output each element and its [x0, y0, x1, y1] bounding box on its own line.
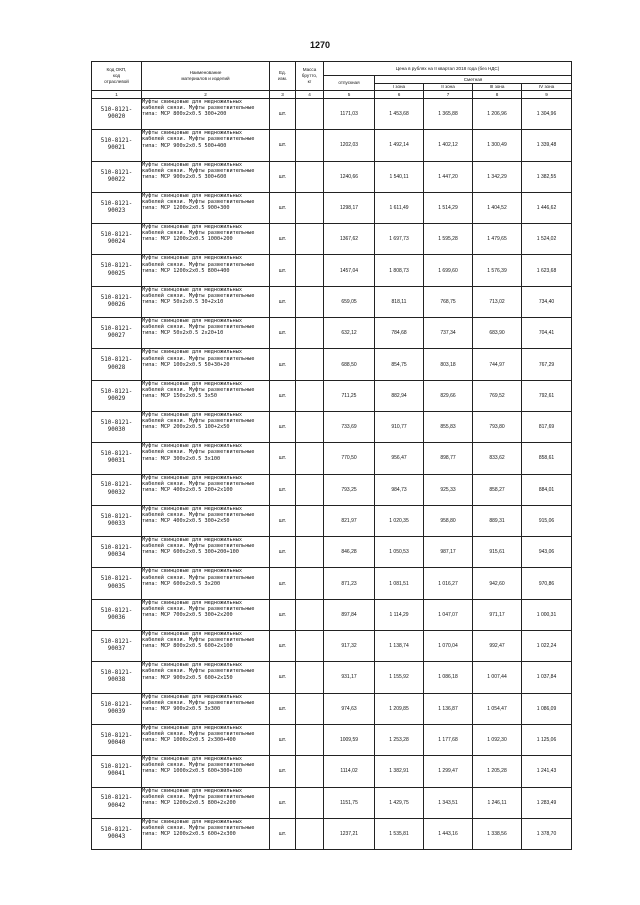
- mass-cell: [296, 505, 324, 536]
- zone-4-price-cell: 1 037,84: [522, 662, 572, 693]
- zone-4-price-cell: 792,61: [522, 380, 572, 411]
- zone-2-price-cell: 1 299,47: [424, 756, 473, 787]
- header-release-price: отпускная: [324, 76, 375, 91]
- zone-3-price-cell: 713,02: [473, 286, 522, 317]
- release-price-cell: 974,63: [324, 693, 375, 724]
- mass-cell: [296, 443, 324, 474]
- release-price-cell: 1457,04: [324, 255, 375, 286]
- zone-4-price-cell: 767,29: [522, 349, 572, 380]
- product-code: 510-8121- 90039: [92, 693, 142, 724]
- zone-3-price-cell: 1 092,30: [473, 724, 522, 755]
- header-code: Код ОКП, код отраслевой: [92, 62, 142, 91]
- product-name: Муфты свинцовые для медножильных кабелей связи. Муфты разветвительные типа: МСР 300х2х0.5 3х100: [142, 443, 270, 474]
- unit-cell: шт.: [270, 411, 296, 442]
- table-body: [92, 99, 572, 850]
- product-code: 510-8121- 90043: [92, 818, 142, 849]
- release-price-cell: 1202,03: [324, 130, 375, 161]
- mass-cell: [296, 411, 324, 442]
- zone-4-price-cell: 1 283,49: [522, 787, 572, 818]
- product-code: 510-8121- 90030: [92, 411, 142, 442]
- table-row: [92, 99, 572, 130]
- mass-cell: [296, 192, 324, 223]
- product-code: 510-8121- 90025: [92, 255, 142, 286]
- release-price-cell: 1240,66: [324, 161, 375, 192]
- header-unit: Ед. изм.: [270, 62, 296, 91]
- zone-1-price-cell: 882,94: [375, 380, 424, 411]
- zone-2-price-cell: 1 016,27: [424, 568, 473, 599]
- zone-4-price-cell: 704,41: [522, 318, 572, 349]
- release-price-cell: 931,17: [324, 662, 375, 693]
- column-number: 7: [424, 91, 473, 99]
- unit-cell: шт.: [270, 224, 296, 255]
- zone-1-price-cell: 1 611,49: [375, 192, 424, 223]
- product-code: 510-8121- 90035: [92, 568, 142, 599]
- zone-4-price-cell: 1 304,96: [522, 99, 572, 130]
- table-row: [92, 411, 572, 442]
- zone-4-price-cell: 817,69: [522, 411, 572, 442]
- mass-cell: [296, 818, 324, 849]
- mass-cell: [296, 161, 324, 192]
- page-number: 1270: [309, 40, 331, 50]
- unit-cell: шт.: [270, 161, 296, 192]
- product-code: 510-8121- 90040: [92, 724, 142, 755]
- product-name: Муфты свинцовые для медножильных кабелей связи. Муфты разветвительные типа: МСР 150х2х0.5 3х50: [142, 380, 270, 411]
- mass-cell: [296, 537, 324, 568]
- zone-3-price-cell: 889,31: [473, 505, 522, 536]
- zone-4-price-cell: 1 623,68: [522, 255, 572, 286]
- release-price-cell: 1367,62: [324, 224, 375, 255]
- zone-4-price-cell: 1 000,31: [522, 599, 572, 630]
- zone-1-price-cell: 784,68: [375, 318, 424, 349]
- product-code: 510-8121- 90034: [92, 537, 142, 568]
- header-price-group: Цена в рублях на II квартал 2018 года (без НДС): [324, 62, 572, 76]
- zone-2-price-cell: 1 595,28: [424, 224, 473, 255]
- product-name: Муфты свинцовые для медножильных кабелей связи. Муфты разветвительные типа: МСР 600х2х0.5 300+200+100: [142, 537, 270, 568]
- zone-4-price-cell: 1 022,24: [522, 631, 572, 662]
- zone-1-price-cell: 1 535,81: [375, 818, 424, 849]
- zone-3-price-cell: 833,62: [473, 443, 522, 474]
- release-price-cell: 871,23: [324, 568, 375, 599]
- zone-2-price-cell: 958,80: [424, 505, 473, 536]
- table-row: [92, 787, 572, 818]
- zone-4-price-cell: 734,40: [522, 286, 572, 317]
- zone-1-price-cell: 1 540,11: [375, 161, 424, 192]
- table-row: [92, 631, 572, 662]
- zone-1-price-cell: 1 382,91: [375, 756, 424, 787]
- column-number: 1: [92, 91, 142, 99]
- mass-cell: [296, 756, 324, 787]
- zone-3-price-cell: 1 338,56: [473, 818, 522, 849]
- zone-2-price-cell: 1 177,68: [424, 724, 473, 755]
- product-code: 510-8121- 90038: [92, 662, 142, 693]
- table-row: [92, 349, 572, 380]
- zone-3-price-cell: 858,27: [473, 474, 522, 505]
- unit-cell: шт.: [270, 724, 296, 755]
- zone-2-price-cell: 1 086,18: [424, 662, 473, 693]
- column-number: 4: [296, 91, 324, 99]
- unit-cell: шт.: [270, 505, 296, 536]
- product-code: 510-8121- 90027: [92, 318, 142, 349]
- release-price-cell: 917,32: [324, 631, 375, 662]
- zone-3-price-cell: 1 404,52: [473, 192, 522, 223]
- zone-2-price-cell: 925,33: [424, 474, 473, 505]
- product-name: Муфты свинцовые для медножильных кабелей связи. Муфты разветвительные типа: МСР 1200х2х0.5 1000+200: [142, 224, 270, 255]
- product-name: Муфты свинцовые для медножильных кабелей связи. Муфты разветвительные типа: МСР 700х2х0.5 300+2х200: [142, 599, 270, 630]
- release-price-cell: 1114,02: [324, 756, 375, 787]
- header-zone-2: II зона: [424, 84, 473, 91]
- unit-cell: шт.: [270, 286, 296, 317]
- table-row: [92, 537, 572, 568]
- table-row: [92, 662, 572, 693]
- product-name: Муфты свинцовые для медножильных кабелей связи. Муфты разветвительные типа: МСР 1200х2х0.5 800+400: [142, 255, 270, 286]
- product-name: Муфты свинцовые для медножильных кабелей связи. Муфты разветвительные типа: МСР 50х2х0.5 30+2х10: [142, 286, 270, 317]
- zone-2-price-cell: 855,83: [424, 411, 473, 442]
- zone-4-price-cell: 884,01: [522, 474, 572, 505]
- table-row: [92, 224, 572, 255]
- zone-3-price-cell: 793,80: [473, 411, 522, 442]
- release-price-cell: 821,97: [324, 505, 375, 536]
- zone-2-price-cell: 803,18: [424, 349, 473, 380]
- zone-4-price-cell: 943,06: [522, 537, 572, 568]
- mass-cell: [296, 224, 324, 255]
- header-zone-1: I зона: [375, 84, 424, 91]
- zone-1-price-cell: 1 808,73: [375, 255, 424, 286]
- table-row: [92, 599, 572, 630]
- product-name: Муфты свинцовые для медножильных кабелей связи. Муфты разветвительные типа: МСР 200х2х0.5 100+2х50: [142, 411, 270, 442]
- mass-cell: [296, 349, 324, 380]
- zone-3-price-cell: 1 054,47: [473, 693, 522, 724]
- release-price-cell: 688,50: [324, 349, 375, 380]
- unit-cell: шт.: [270, 756, 296, 787]
- release-price-cell: 632,12: [324, 318, 375, 349]
- product-code: 510-8121- 90023: [92, 192, 142, 223]
- zone-2-price-cell: 1 047,07: [424, 599, 473, 630]
- unit-cell: шт.: [270, 818, 296, 849]
- product-code: 510-8121- 90020: [92, 99, 142, 130]
- unit-cell: шт.: [270, 568, 296, 599]
- table-row: [92, 443, 572, 474]
- zone-3-price-cell: 942,60: [473, 568, 522, 599]
- product-code: 510-8121- 90024: [92, 224, 142, 255]
- product-code: 510-8121- 90037: [92, 631, 142, 662]
- zone-1-price-cell: 1 429,75: [375, 787, 424, 818]
- zone-1-price-cell: 1 155,92: [375, 662, 424, 693]
- product-name: Муфты свинцовые для медножильных кабелей связи. Муфты разветвительные типа: МСР 1200х2х0.5 900+300: [142, 192, 270, 223]
- zone-2-price-cell: 1 699,60: [424, 255, 473, 286]
- zone-1-price-cell: 1 138,74: [375, 631, 424, 662]
- product-name: Муфты свинцовые для медножильных кабелей связи. Муфты разветвительные типа: МСР 1200х2х0.5 600+2х300: [142, 818, 270, 849]
- zone-2-price-cell: 829,66: [424, 380, 473, 411]
- zone-1-price-cell: 1 253,28: [375, 724, 424, 755]
- product-code: 510-8121- 90042: [92, 787, 142, 818]
- header-name: Наименование материалов и изделий: [142, 62, 270, 91]
- zone-3-price-cell: 1 246,11: [473, 787, 522, 818]
- zone-2-price-cell: 1 514,29: [424, 192, 473, 223]
- column-number: 8: [473, 91, 522, 99]
- unit-cell: шт.: [270, 787, 296, 818]
- column-number: 5: [324, 91, 375, 99]
- product-code: 510-8121- 90032: [92, 474, 142, 505]
- unit-cell: шт.: [270, 537, 296, 568]
- unit-cell: шт.: [270, 130, 296, 161]
- zone-1-price-cell: 1 050,53: [375, 537, 424, 568]
- product-name: Муфты свинцовые для медножильных кабелей связи. Муфты разветвительные типа: МСР 600х2х0.5 3х200: [142, 568, 270, 599]
- release-price-cell: 1009,59: [324, 724, 375, 755]
- release-price-cell: 793,25: [324, 474, 375, 505]
- zone-3-price-cell: 683,90: [473, 318, 522, 349]
- product-code: 510-8121- 90021: [92, 130, 142, 161]
- zone-1-price-cell: 818,11: [375, 286, 424, 317]
- unit-cell: шт.: [270, 349, 296, 380]
- product-code: 510-8121- 90036: [92, 599, 142, 630]
- zone-2-price-cell: 1 343,51: [424, 787, 473, 818]
- product-name: Муфты свинцовые для медножильных кабелей связи. Муфты разветвительные типа: МСР 900х2х0.5 3х300: [142, 693, 270, 724]
- release-price-cell: 733,69: [324, 411, 375, 442]
- zone-4-price-cell: 970,86: [522, 568, 572, 599]
- release-price-cell: 659,05: [324, 286, 375, 317]
- price-table: [91, 61, 572, 850]
- zone-3-price-cell: 1 300,49: [473, 130, 522, 161]
- zone-2-price-cell: 898,77: [424, 443, 473, 474]
- zone-4-price-cell: 1 382,55: [522, 161, 572, 192]
- header-mass: Масса брутто, кг: [296, 62, 324, 91]
- unit-cell: шт.: [270, 443, 296, 474]
- product-name: Муфты свинцовые для медножильных кабелей связи. Муфты разветвительные типа: МСР 900х2х0.5 500+400: [142, 130, 270, 161]
- zone-3-price-cell: 1 206,96: [473, 99, 522, 130]
- product-code: 510-8121- 90022: [92, 161, 142, 192]
- release-price-cell: 770,50: [324, 443, 375, 474]
- unit-cell: шт.: [270, 474, 296, 505]
- unit-cell: шт.: [270, 631, 296, 662]
- table-row: [92, 318, 572, 349]
- mass-cell: [296, 693, 324, 724]
- zone-2-price-cell: 1 443,16: [424, 818, 473, 849]
- unit-cell: шт.: [270, 599, 296, 630]
- product-name: Муфты свинцовые для медножильных кабелей связи. Муфты разветвительные типа: МСР 900х2х0.5 300+600: [142, 161, 270, 192]
- zone-3-price-cell: 1 205,28: [473, 756, 522, 787]
- zone-1-price-cell: 854,75: [375, 349, 424, 380]
- header-estimate-price: Сметная: [375, 76, 572, 84]
- table-row: [92, 380, 572, 411]
- table-row: [92, 286, 572, 317]
- zone-1-price-cell: 1 492,14: [375, 130, 424, 161]
- mass-cell: [296, 787, 324, 818]
- zone-2-price-cell: 1 136,87: [424, 693, 473, 724]
- product-name: Муфты свинцовые для медножильных кабелей связи. Муфты разветвительные типа: МСР 400х2х0.5 300+2х50: [142, 505, 270, 536]
- zone-4-price-cell: 858,61: [522, 443, 572, 474]
- mass-cell: [296, 318, 324, 349]
- zone-2-price-cell: 987,17: [424, 537, 473, 568]
- zone-4-price-cell: 1 378,70: [522, 818, 572, 849]
- product-name: Муфты свинцовые для медножильных кабелей связи. Муфты разветвительные типа: МСР 1000х2х0.5 600+300+100: [142, 756, 270, 787]
- zone-4-price-cell: 1 241,43: [522, 756, 572, 787]
- zone-4-price-cell: 1 524,02: [522, 224, 572, 255]
- header-zone-3: III зона: [473, 84, 522, 91]
- mass-cell: [296, 724, 324, 755]
- zone-4-price-cell: 1 125,06: [522, 724, 572, 755]
- zone-3-price-cell: 1 479,65: [473, 224, 522, 255]
- header-zone-4: IV зона: [522, 84, 572, 91]
- zone-1-price-cell: 984,73: [375, 474, 424, 505]
- release-price-cell: 897,84: [324, 599, 375, 630]
- unit-cell: шт.: [270, 318, 296, 349]
- zone-2-price-cell: 1 070,04: [424, 631, 473, 662]
- zone-4-price-cell: 915,06: [522, 505, 572, 536]
- product-code: 510-8121- 90031: [92, 443, 142, 474]
- product-name: Муфты свинцовые для медножильных кабелей связи. Муфты разветвительные типа: МСР 50х2х0.5 2х20+10: [142, 318, 270, 349]
- zone-2-price-cell: 1 402,12: [424, 130, 473, 161]
- zone-1-price-cell: 1 081,51: [375, 568, 424, 599]
- column-number: 2: [142, 91, 270, 99]
- zone-4-price-cell: 1 086,09: [522, 693, 572, 724]
- table-row: [92, 161, 572, 192]
- release-price-cell: 711,25: [324, 380, 375, 411]
- zone-1-price-cell: 1 697,73: [375, 224, 424, 255]
- mass-cell: [296, 130, 324, 161]
- table-row: [92, 568, 572, 599]
- release-price-cell: 1171,03: [324, 99, 375, 130]
- zone-3-price-cell: 1 342,29: [473, 161, 522, 192]
- zone-1-price-cell: 956,47: [375, 443, 424, 474]
- mass-cell: [296, 599, 324, 630]
- table-row: [92, 818, 572, 849]
- table-header: [92, 62, 572, 99]
- zone-3-price-cell: 769,52: [473, 380, 522, 411]
- zone-1-price-cell: 1 114,29: [375, 599, 424, 630]
- product-code: 510-8121- 90041: [92, 756, 142, 787]
- mass-cell: [296, 99, 324, 130]
- table-row: [92, 756, 572, 787]
- table-row: [92, 724, 572, 755]
- zone-4-price-cell: 1 339,48: [522, 130, 572, 161]
- product-code: 510-8121- 90028: [92, 349, 142, 380]
- release-price-cell: 1237,21: [324, 818, 375, 849]
- table-row: [92, 192, 572, 223]
- table-row: [92, 505, 572, 536]
- mass-cell: [296, 286, 324, 317]
- product-name: Муфты свинцовые для медножильных кабелей связи. Муфты разветвительные типа: МСР 1200х2х0.5 800+2х200: [142, 787, 270, 818]
- zone-1-price-cell: 1 209,85: [375, 693, 424, 724]
- unit-cell: шт.: [270, 380, 296, 411]
- zone-3-price-cell: 1 576,39: [473, 255, 522, 286]
- mass-cell: [296, 255, 324, 286]
- mass-cell: [296, 474, 324, 505]
- release-price-cell: 1151,75: [324, 787, 375, 818]
- product-code: 510-8121- 90029: [92, 380, 142, 411]
- product-name: Муфты свинцовые для медножильных кабелей связи. Муфты разветвительные типа: МСР 800х2х0.5 600+2х100: [142, 631, 270, 662]
- zone-3-price-cell: 915,61: [473, 537, 522, 568]
- table-row: [92, 130, 572, 161]
- product-name: Муфты свинцовые для медножильных кабелей связи. Муфты разветвительные типа: МСР 100х2х0.5 50+30+20: [142, 349, 270, 380]
- unit-cell: шт.: [270, 693, 296, 724]
- zone-3-price-cell: 744,97: [473, 349, 522, 380]
- mass-cell: [296, 631, 324, 662]
- product-name: Муфты свинцовые для медножильных кабелей связи. Муфты разветвительные типа: МСР 900х2х0.5 600+2х150: [142, 662, 270, 693]
- mass-cell: [296, 568, 324, 599]
- zone-1-price-cell: 910,77: [375, 411, 424, 442]
- zone-1-price-cell: 1 453,68: [375, 99, 424, 130]
- zone-2-price-cell: 768,75: [424, 286, 473, 317]
- table-row: [92, 474, 572, 505]
- table-row: [92, 255, 572, 286]
- column-number: 3: [270, 91, 296, 99]
- unit-cell: шт.: [270, 192, 296, 223]
- product-name: Муфты свинцовые для медножильных кабелей связи. Муфты разветвительные типа: МСР 1000х2х0.5 2х300+400: [142, 724, 270, 755]
- zone-2-price-cell: 737,34: [424, 318, 473, 349]
- zone-3-price-cell: 1 007,44: [473, 662, 522, 693]
- zone-4-price-cell: 1 446,62: [522, 192, 572, 223]
- product-name: Муфты свинцовые для медножильных кабелей связи. Муфты разветвительные типа: МСР 800х2х0.5 300+200: [142, 99, 270, 130]
- column-number: 6: [375, 91, 424, 99]
- release-price-cell: 846,28: [324, 537, 375, 568]
- unit-cell: шт.: [270, 662, 296, 693]
- product-code: 510-8121- 90033: [92, 505, 142, 536]
- zone-2-price-cell: 1 365,88: [424, 99, 473, 130]
- zone-3-price-cell: 992,47: [473, 631, 522, 662]
- zone-2-price-cell: 1 447,20: [424, 161, 473, 192]
- product-code: 510-8121- 90026: [92, 286, 142, 317]
- release-price-cell: 1298,17: [324, 192, 375, 223]
- column-number: 9: [522, 91, 572, 99]
- unit-cell: шт.: [270, 255, 296, 286]
- table-row: [92, 693, 572, 724]
- mass-cell: [296, 662, 324, 693]
- zone-3-price-cell: 971,17: [473, 599, 522, 630]
- product-name: Муфты свинцовые для медножильных кабелей связи. Муфты разветвительные типа: МСР 400х2х0.5 200+2х100: [142, 474, 270, 505]
- unit-cell: шт.: [270, 99, 296, 130]
- zone-1-price-cell: 1 020,35: [375, 505, 424, 536]
- mass-cell: [296, 380, 324, 411]
